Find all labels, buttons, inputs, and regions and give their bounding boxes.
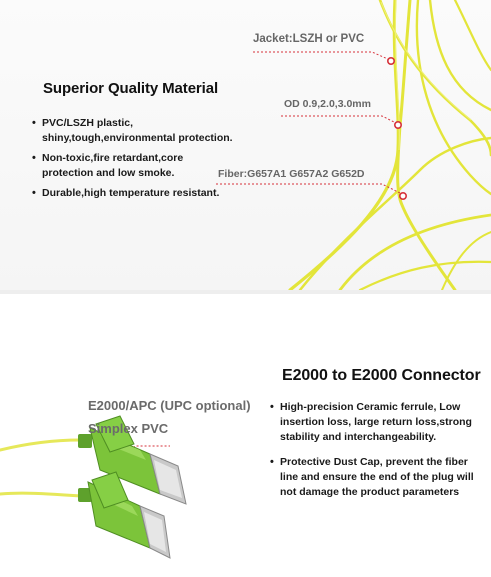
connector-type-label: E2000/APC (UPC optional): [88, 398, 251, 413]
od-callout: OD 0.9,2.0,3.0mm: [284, 98, 371, 110]
fiber-callout: Fiber:G657A1 G657A2 G652D: [218, 168, 365, 180]
material-bullet-item: • PVC/LSZH plastic, shiny,tough,environmental protection.: [32, 116, 272, 146]
material-bullet-item: • Durable,high temperature resistant.: [32, 186, 272, 201]
material-bullet-list: [32, 116, 272, 201]
connector-title: E2000 to E2000 Connector: [282, 367, 481, 384]
jacket-type-label: Simplex PVC: [88, 421, 169, 436]
connector-bullet-item: • Protective Dust Cap, prevent the fiber line and ensure the end of the plug will not damage the product parameters: [270, 455, 488, 500]
jacket-callout: Jacket:LSZH or PVC: [253, 33, 365, 45]
connector-bullet-list: [270, 400, 488, 500]
material-title: Superior Quality Material: [43, 80, 219, 97]
material-bullet-item: • Non-toxic,fire retardant,core protection and low smoke.: [32, 151, 272, 181]
connector-bullet-item: • High-precision Ceramic ferrule, Low insertion loss, large return loss,strong stability and interchangeability.: [270, 400, 488, 445]
connector-panel: [0, 294, 491, 577]
